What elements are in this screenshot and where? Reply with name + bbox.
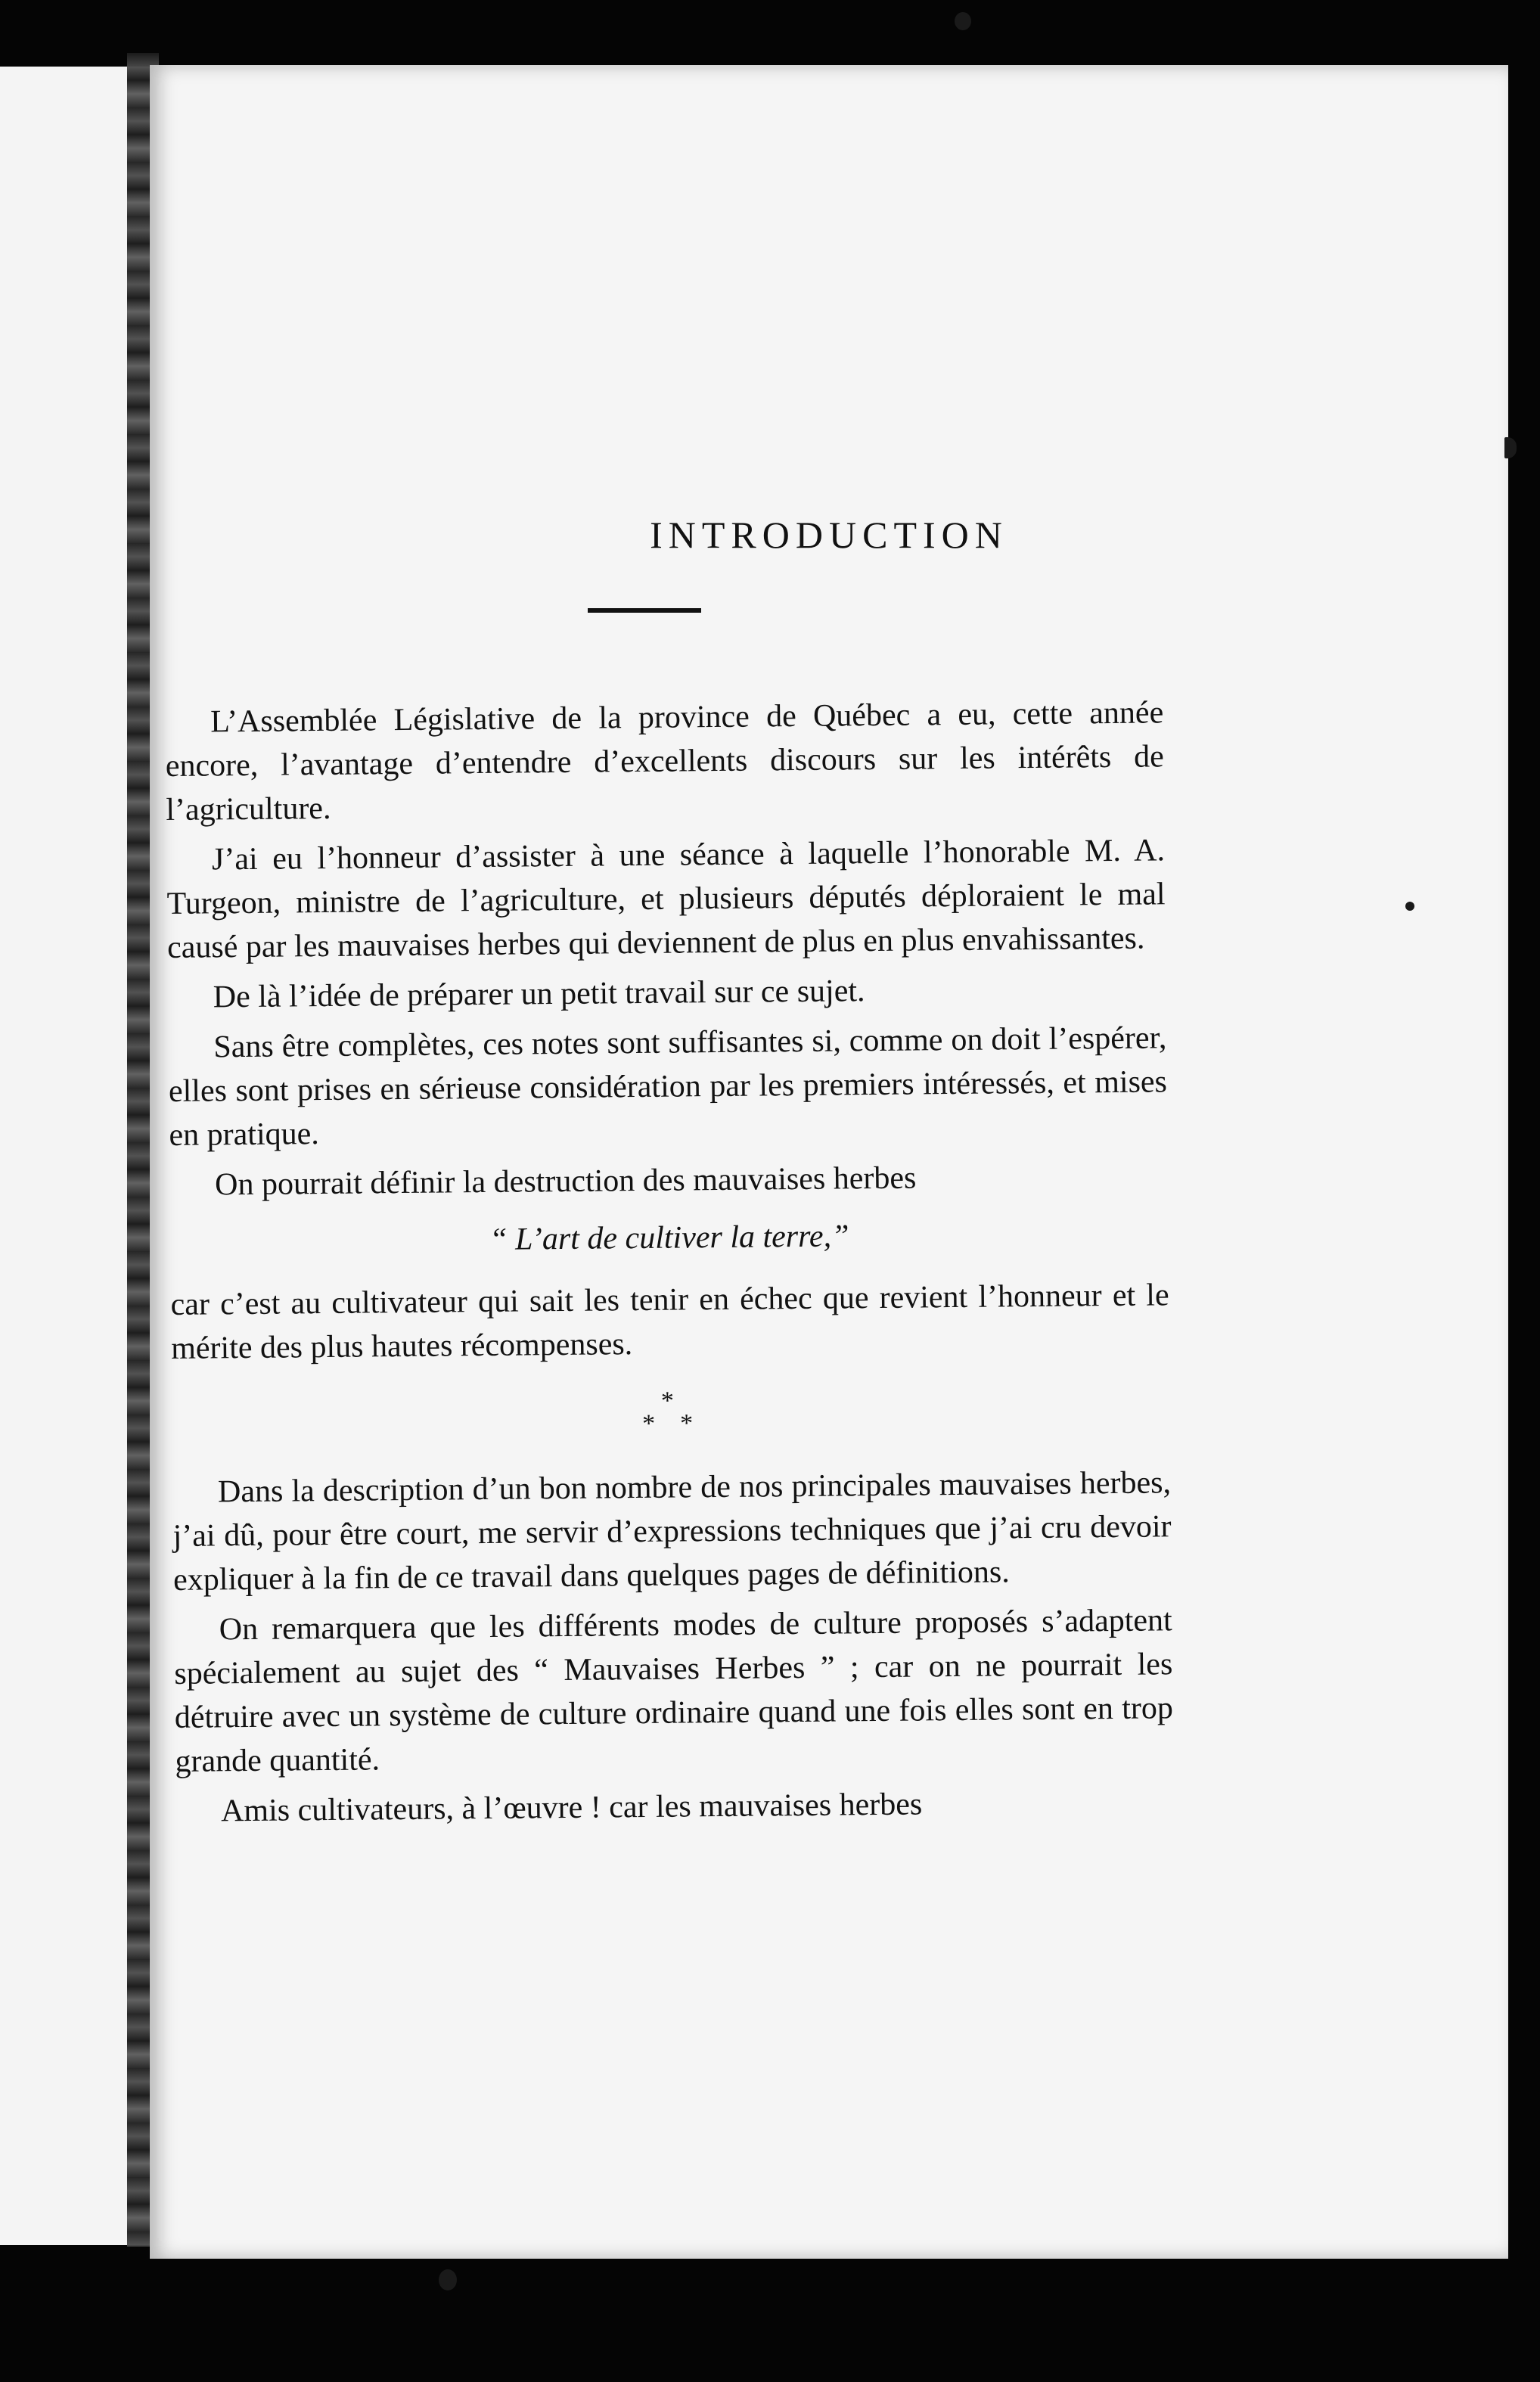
scan-mark-top: [955, 12, 971, 30]
quotation: “ L’art de cultiver la terre,”: [489, 1219, 849, 1257]
asterism-star-left: *: [642, 1409, 656, 1438]
paragraph-definition: On pourrait définir la destruction des mauvaises herbes: [214, 1160, 917, 1203]
asterism: [633, 1388, 709, 1446]
scanned-page: [150, 65, 1508, 2259]
page-speck: [1405, 902, 1414, 911]
paragraph-notes: Sans être complètes, ces notes sont suffisantes si, comme on doit l’espérer, elles sont prises en sérieuse considération par les premiers intéressés, et mises en pratique.: [168, 1020, 1168, 1153]
paragraph-honneur: J’ai eu l’honneur d’assister à une séance à laquelle l’honorable M. A. Turgeon, ministre de l’agriculture, et plusieurs députés déploraient le mal causé par les mauvaises herbes qui deviennent de plus en plus envahissantes.: [166, 833, 1166, 965]
paragraph-idee: De là l’idée de préparer un petit travail sur ce sujet.: [213, 974, 865, 1015]
paragraph-amis: Amis cultivateurs, à l’œuvre ! car les mauvaises herbes: [220, 1787, 923, 1829]
title-rule: [588, 608, 701, 613]
paragraph-culture: On remarquera que les différents modes de culture proposés s’adaptent spécialement au sujet des “ Mauvaises Herbes ” ; car on ne pourrait les détruire avec un système de culture ordinaire quand une fois elles sont en trop grande quantité.: [174, 1603, 1174, 1779]
paragraph-description: Dans la description d’un bon nombre de nos principales mauvaises herbes, j’ai dû, pour être court, me servir d’expressions techniques que j’ai cru devoir expliquer à la fin de ce travail dans quelques pages de définitions.: [172, 1465, 1172, 1598]
asterism-star-top: *: [660, 1387, 675, 1415]
paragraph-cultivateur: car c’est au cultivateur qui sait les tenir en échec que revient l’honneur et le mérite des plus hautes récompenses.: [170, 1278, 1169, 1366]
introduction-text: [165, 691, 1174, 1840]
asterism-star-right: *: [680, 1409, 694, 1438]
page-title: INTRODUCTION: [650, 514, 1008, 556]
paragraph-assemblee: L’Assemblée Législative de la province de Québec a eu, cette année encore, l’avantage d’entendre d’excellents discours sur les intérêts de l’agriculture.: [165, 695, 1164, 828]
scan-mark-bottom: [439, 2269, 457, 2290]
